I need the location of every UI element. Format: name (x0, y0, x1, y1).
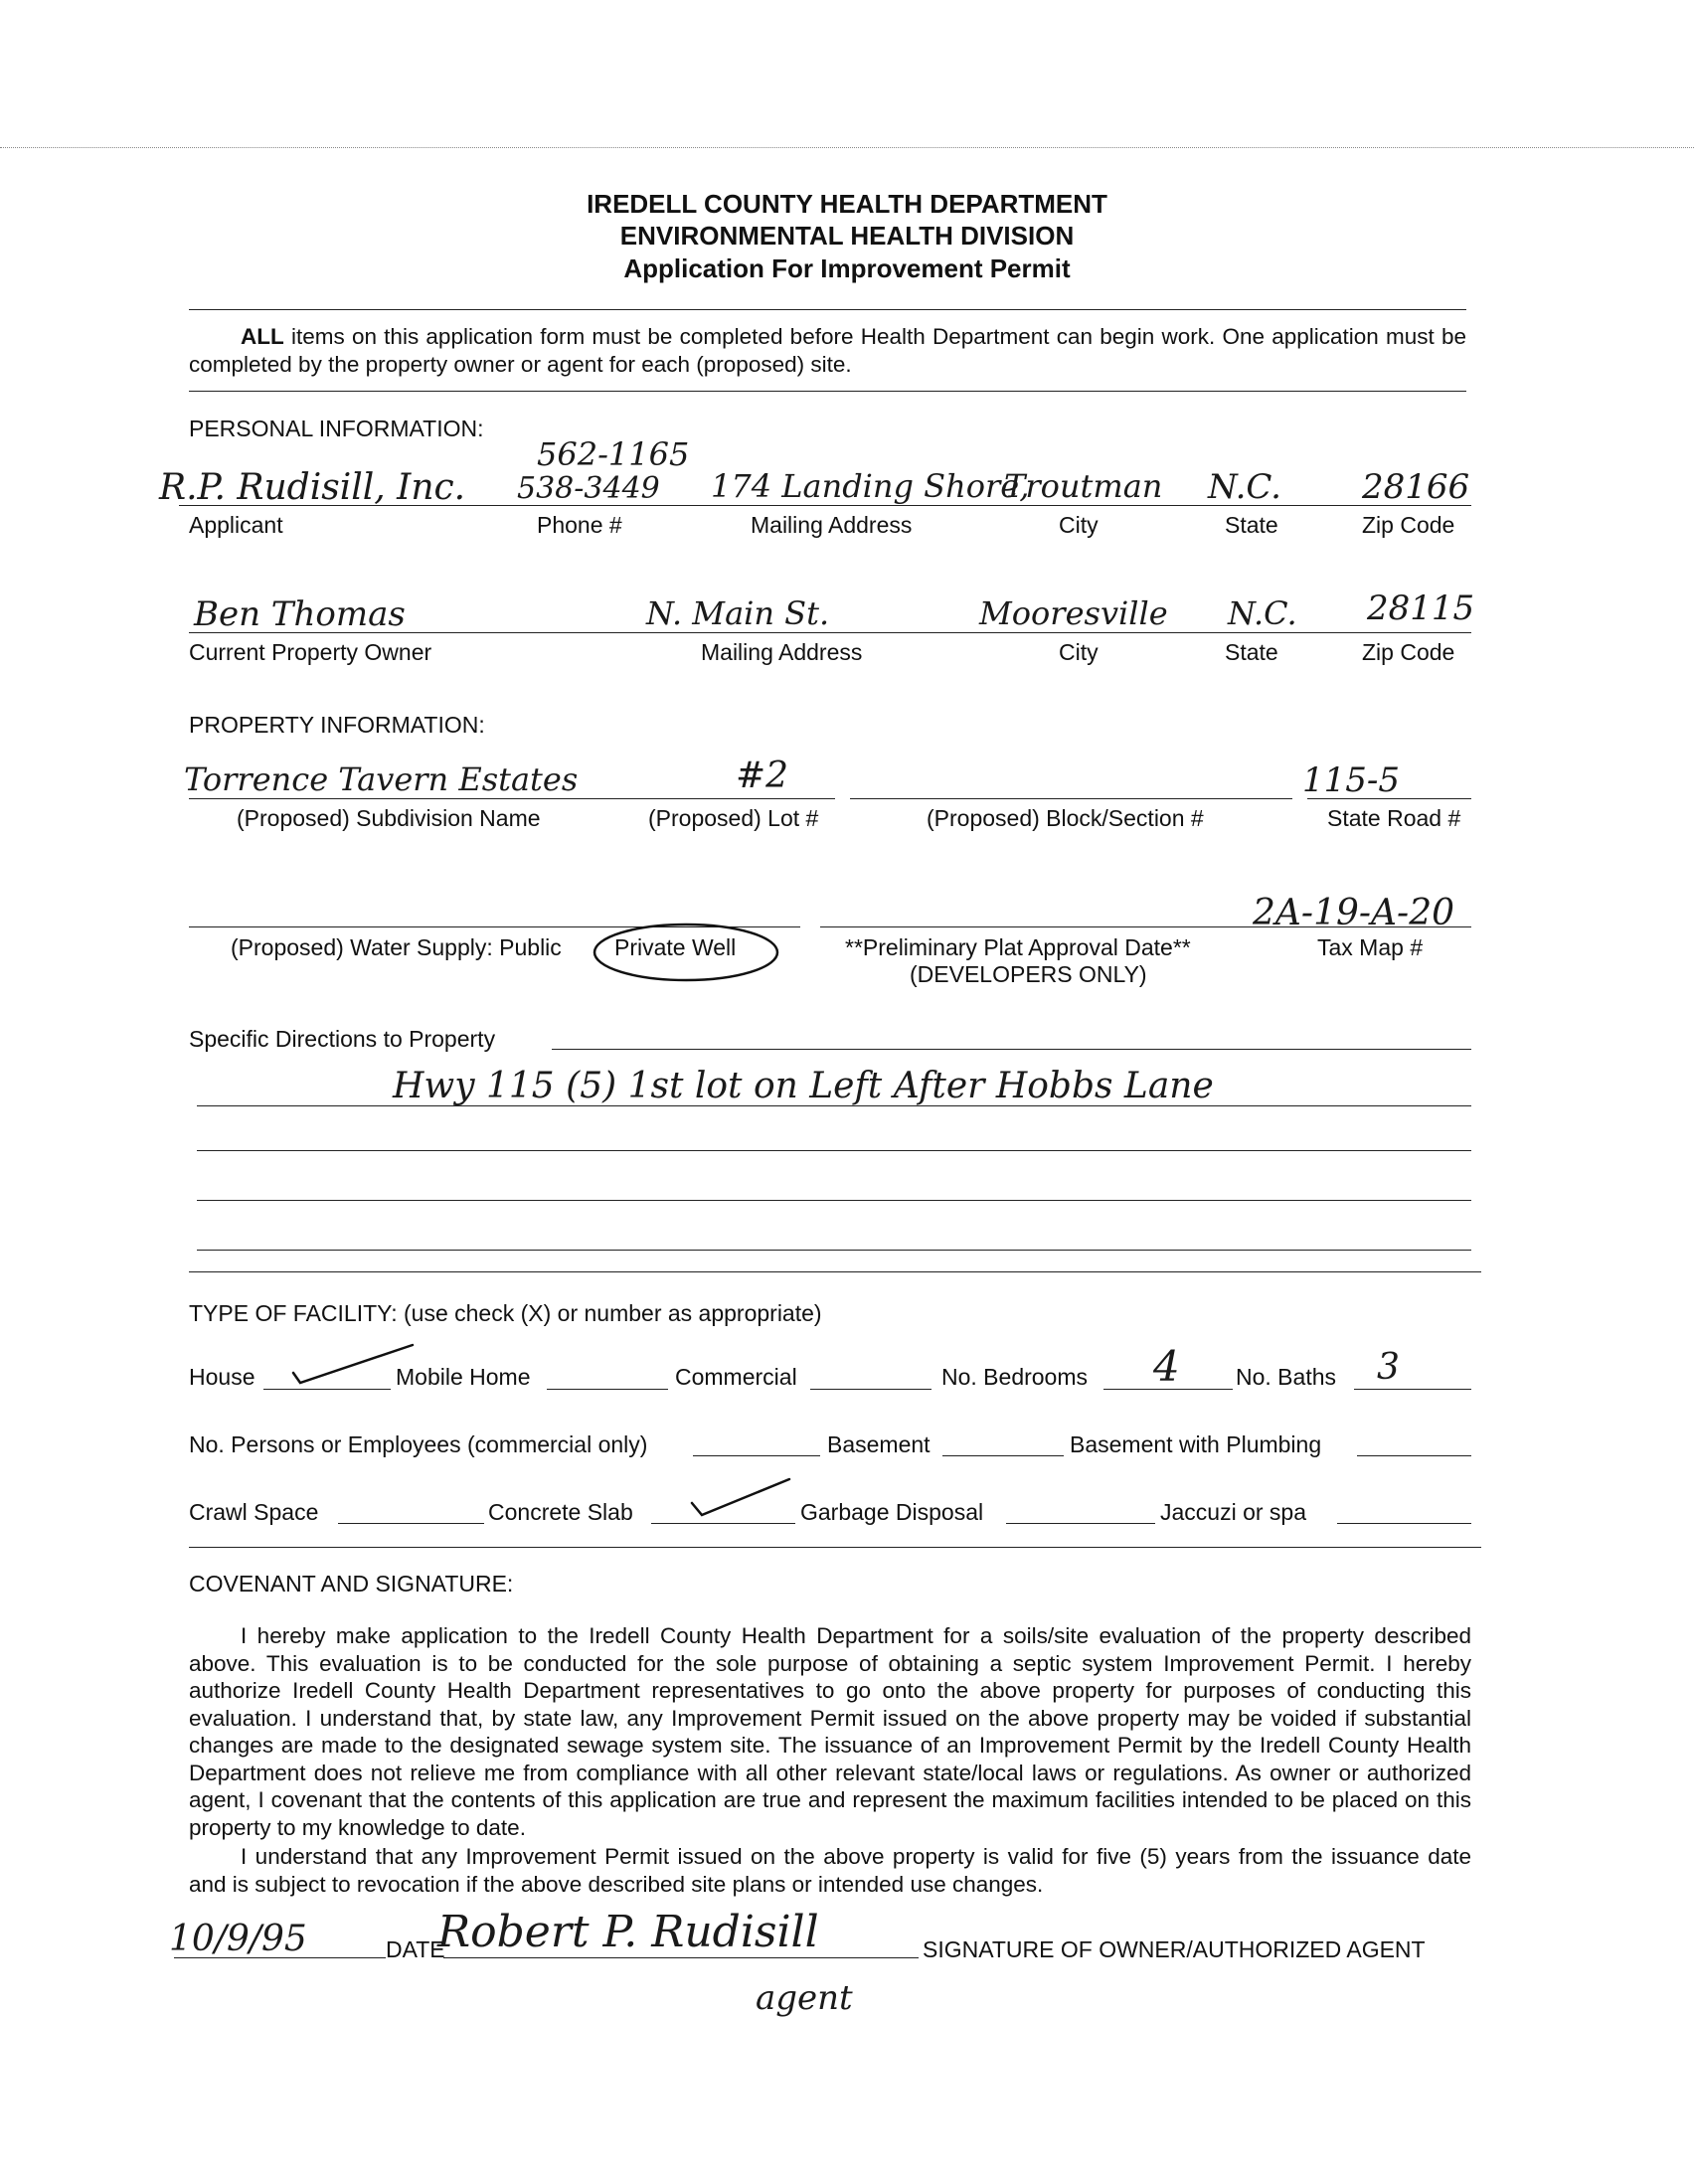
jacuzzi-label: Jaccuzi or spa (1160, 1499, 1307, 1525)
facility-heading: TYPE OF FACILITY: (use check (X) or number as appropriate) (189, 1300, 822, 1326)
applicant-label: Applicant (189, 512, 283, 538)
applicant-phone-alt: 562-1165 (537, 435, 690, 473)
covenant-heading: COVENANT AND SIGNATURE: (189, 1571, 514, 1596)
house-field (263, 1389, 391, 1390)
intro-text (189, 323, 1466, 378)
garbage-disposal-label: Garbage Disposal (800, 1499, 984, 1525)
road-label: State Road # (1327, 805, 1461, 831)
owner-line (189, 632, 1471, 633)
covenant-paragraph-1: I hereby make application to the Iredell County Health Department for a soils/site evaluation of the property described above. This evaluation is to be conducted for the sole purpose of obtaining a septic system Improvement Permit. I hereby authorize Iredell County Health Department representatives to go onto the above property for purposes of conducting this evaluation. I understand that, by state law, any Improvement Permit issued on the above property may be voided if substantial changes are made to the designated sewage system site. The issuance of an Improvement Permit by the Iredell County Health Department does not relieve me from compliance with all other relevant state/local laws or regulations. As owner or authorized agent, I covenant that the contents of this application are true and represent the maximum facilities intended to be placed on this property to my knowledge to date. (189, 1623, 1471, 1840)
personal-heading: PERSONAL INFORMATION: (189, 416, 484, 441)
directions-line (552, 1049, 1471, 1050)
mobile-home-label: Mobile Home (396, 1364, 531, 1390)
water-private-well: Private Well (614, 934, 737, 960)
owner-name-value: Ben Thomas (194, 594, 406, 634)
applicant-state-value: N.C. (1208, 467, 1281, 507)
water-label: (Proposed) Water Supply: Public (231, 934, 562, 960)
zip-label: Zip Code (1362, 512, 1455, 538)
city-label: City (1059, 639, 1099, 665)
plat-sub-label: (DEVELOPERS ONLY) (910, 961, 1147, 987)
applicant-phone-value: 538-3449 (517, 471, 660, 506)
bedrooms-label: No. Bedrooms (941, 1364, 1089, 1390)
jacuzzi-field (1337, 1523, 1471, 1524)
road-line (1307, 798, 1471, 799)
directions-line (197, 1250, 1471, 1251)
concrete-slab-label: Concrete Slab (488, 1499, 633, 1525)
zip-label: Zip Code (1362, 639, 1455, 665)
applicant-name-value: R.P. Rudisill, Inc. (159, 467, 466, 508)
applicant-address-value: 174 Landing Shore, (711, 467, 1030, 505)
state-label: State (1225, 512, 1278, 538)
directions-value: Hwy 115 (5) 1st lot on Left After Hobbs Lane (393, 1066, 1214, 1106)
garbage-disposal-field (1006, 1523, 1155, 1524)
directions-line (197, 1150, 1471, 1151)
intro-bold: ALL (241, 324, 284, 349)
basement-label: Basement (827, 1431, 931, 1457)
divider (189, 309, 1466, 310)
lot-value: #2 (736, 756, 789, 796)
directions-line (197, 1105, 1471, 1106)
private-well-circle (587, 915, 795, 994)
owner-state-value: N.C. (1228, 594, 1297, 632)
signature-label: SIGNATURE OF OWNER/AUTHORIZED AGENT (923, 1936, 1426, 1962)
directions-label: Specific Directions to Property (189, 1026, 496, 1052)
commercial-field (810, 1389, 932, 1390)
plat-line (820, 926, 1471, 927)
agent-note: agent (756, 1978, 853, 2018)
lot-label: (Proposed) Lot # (648, 805, 819, 831)
divider (189, 391, 1466, 392)
subdivision-line (189, 798, 835, 799)
bedrooms-value: 4 (1153, 1342, 1180, 1391)
owner-address-value: N. Main St. (646, 594, 830, 632)
house-label: House (189, 1364, 255, 1390)
applicant-city-value: Troutman (1004, 467, 1163, 505)
crawl-space-label: Crawl Space (189, 1499, 319, 1525)
subdivision-label: (Proposed) Subdivision Name (237, 805, 541, 831)
basement-plumbing-field (1357, 1455, 1471, 1456)
persons-label: No. Persons or Employees (commercial only) (189, 1431, 648, 1457)
tax-map-value: 2A-19-A-20 (1253, 893, 1455, 933)
owner-zip-value: 28115 (1367, 588, 1475, 628)
scan-edge-dots (0, 147, 1694, 148)
state-label: State (1225, 639, 1278, 665)
date-field (174, 1957, 386, 1958)
department-title: IREDELL COUNTY HEALTH DEPARTMENT (587, 189, 1107, 219)
directions-line (197, 1200, 1471, 1201)
tax-map-label: Tax Map # (1317, 934, 1424, 960)
owner-label: Current Property Owner (189, 639, 432, 665)
date-label: DATE (386, 1936, 445, 1962)
mailing-label: Mailing Address (701, 639, 863, 665)
divider (189, 1271, 1481, 1272)
baths-label: No. Baths (1236, 1364, 1336, 1390)
applicant-zip-value: 28166 (1362, 467, 1470, 507)
divider (189, 1547, 1481, 1548)
state-road-value: 115-5 (1302, 760, 1401, 800)
property-heading: PROPERTY INFORMATION: (189, 712, 485, 738)
phone-label: Phone # (537, 512, 622, 538)
baths-field (1354, 1389, 1471, 1390)
intro-rest: items on this application form must be completed before Health Department can begin work. One application must be completed by the property owner or agent for each (proposed) site. (189, 324, 1466, 377)
applicant-line (179, 505, 1471, 506)
concrete-slab-field (651, 1523, 795, 1524)
subdivision-value: Torrence Tavern Estates (184, 760, 579, 798)
block-label: (Proposed) Block/Section # (927, 805, 1204, 831)
slab-check-mark (686, 1473, 795, 1523)
mailing-label: Mailing Address (751, 512, 913, 538)
city-label: City (1059, 512, 1099, 538)
commercial-label: Commercial (675, 1364, 797, 1390)
persons-field (693, 1455, 820, 1456)
mobile-home-field (547, 1389, 668, 1390)
basement-plumbing-label: Basement with Plumbing (1070, 1431, 1322, 1457)
block-line (850, 798, 1292, 799)
owner-signature: Robert P. Rudisill (437, 1907, 819, 1957)
covenant-paragraph-2: I understand that any Improvement Permit issued on the above property is valid for five (5) years from the issuance date and is subject to revocation if the above described site plans or intended use changes. (189, 1844, 1471, 1897)
baths-value: 3 (1377, 1347, 1400, 1388)
plat-label: **Preliminary Plat Approval Date** (845, 934, 1191, 960)
form-title: Application For Improvement Permit (623, 253, 1071, 283)
division-title: ENVIRONMENTAL HEALTH DIVISION (619, 221, 1075, 251)
crawl-space-field (338, 1523, 484, 1524)
basement-field (942, 1455, 1064, 1456)
signature-field (443, 1957, 919, 1958)
date-value: 10/9/95 (169, 1919, 307, 1959)
owner-city-value: Mooresville (979, 594, 1168, 632)
